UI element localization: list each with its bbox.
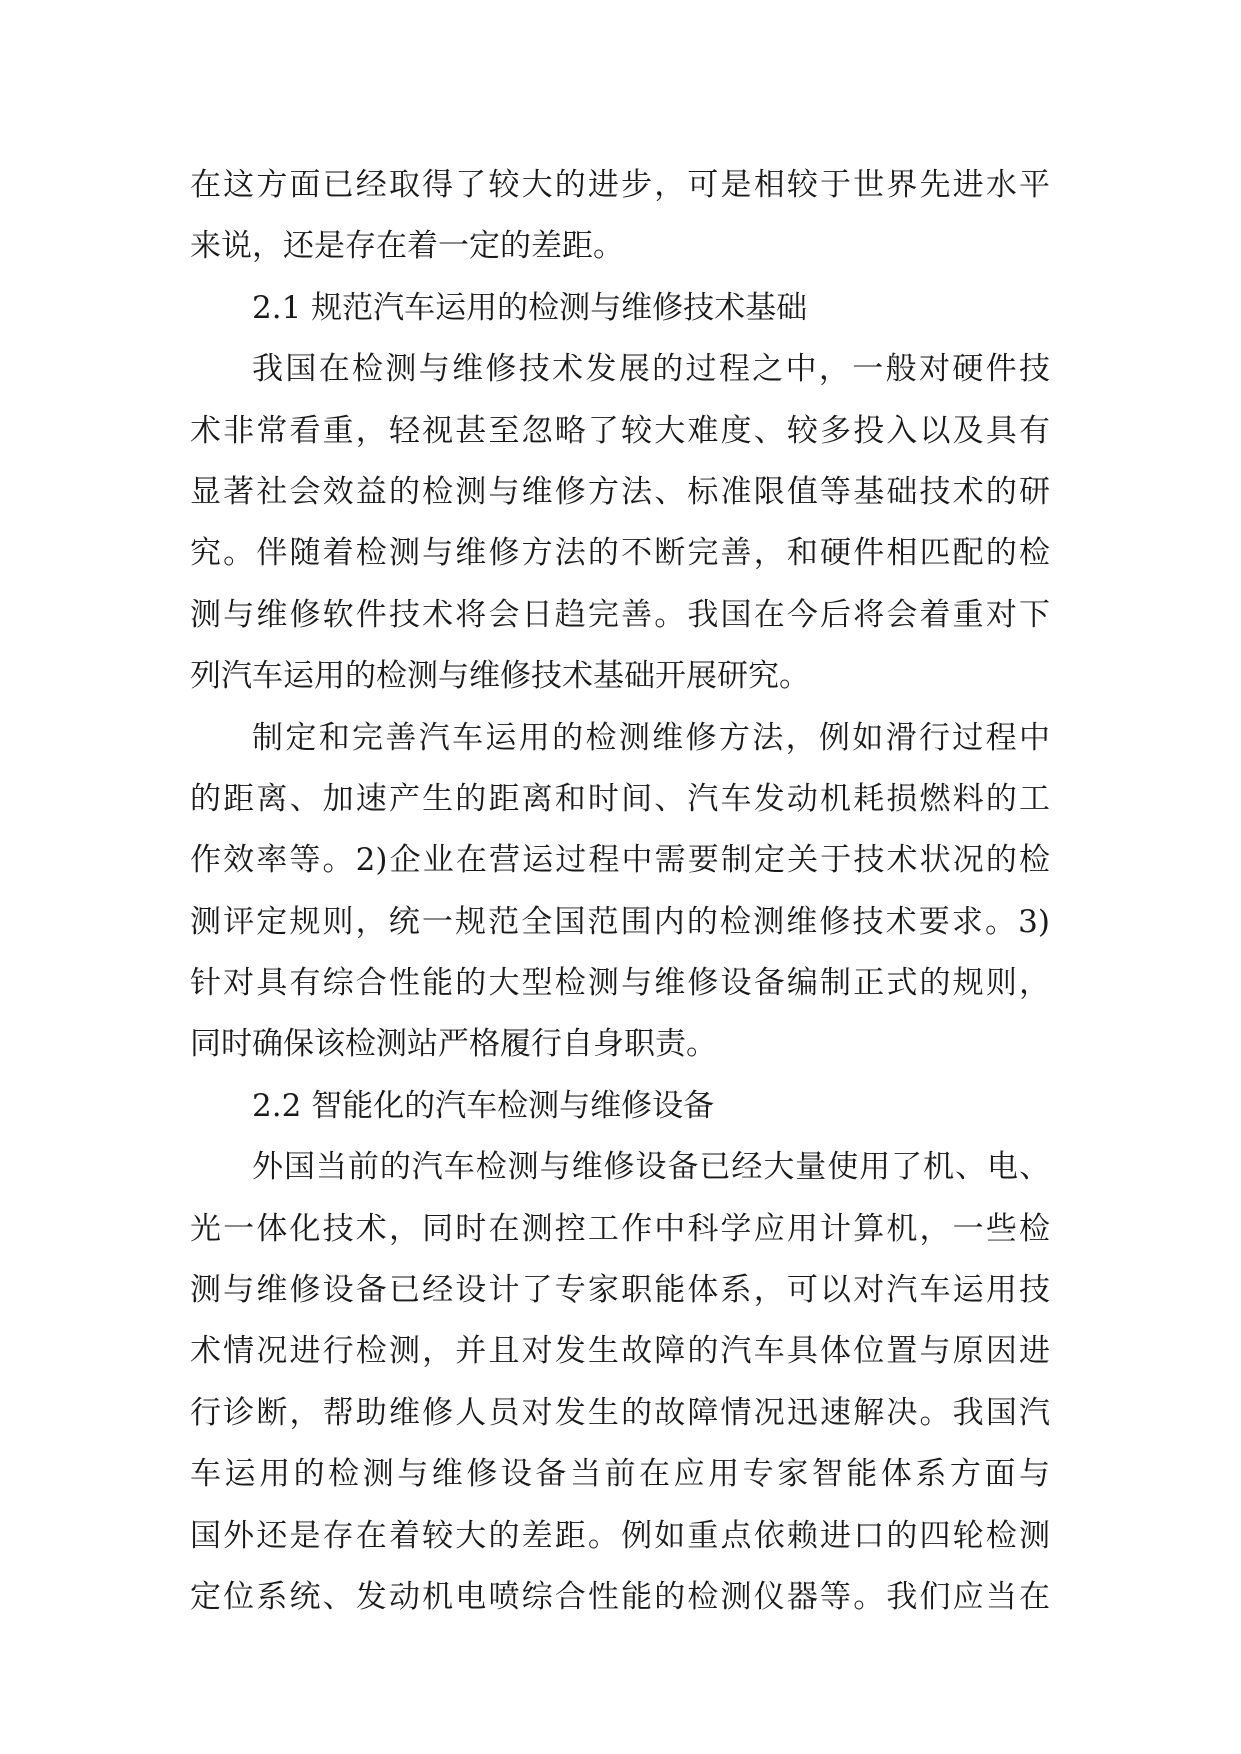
text-line: 定位系统、发动机电喷综合性能的检测仪器等。我们应当在	[190, 1578, 1050, 1615]
text-line: 我国在检测与维修技术发展的过程之中，一般对硬件技	[252, 351, 1050, 388]
text-line: 行诊断，帮助维修人员对发生的故障情况迅速解决。我国汽	[190, 1394, 1050, 1431]
text-line: 国外还是存在着较大的差距。例如重点依赖进口的四轮检测	[190, 1517, 1050, 1554]
section-heading: 2.1 规范汽车运用的检测与维修技术基础	[252, 289, 808, 326]
text-line: 究。伴随着检测与维修方法的不断完善，和硬件相匹配的检	[190, 535, 1050, 572]
text-line: 在这方面已经取得了较大的进步，可是相较于世界先进水平	[190, 167, 1050, 203]
text-line: 测评定规则，统一规范全国范围内的检测维修技术要求。3)	[190, 903, 1050, 940]
text-line: 光一体化技术，同时在测控工作中科学应用计算机，一些检	[190, 1210, 1050, 1247]
text-line: 来说，还是存在着一定的差距。	[190, 228, 624, 265]
section-heading: 2.2 智能化的汽车检测与维修设备	[252, 1087, 715, 1124]
text-line: 车运用的检测与维修设备当前在应用专家智能体系方面与	[190, 1456, 1050, 1493]
text-line: 术情况进行检测，并且对发生故障的汽车具体位置与原因进	[190, 1333, 1050, 1370]
text-line: 同时确保该检测站严格履行自身职责。	[190, 1026, 717, 1063]
text-line: 制定和完善汽车运用的检测维修方法，例如滑行过程中	[252, 719, 1050, 756]
text-line: 列汽车运用的检测与维修技术基础开展研究。	[190, 658, 810, 695]
text-line: 的距离、加速产生的距离和时间、汽车发动机耗损燃料的工	[190, 780, 1050, 817]
text-line: 显著社会效益的检测与维修方法、标准限值等基础技术的研	[190, 473, 1050, 510]
text-line: 作效率等。2)企业在营运过程中需要制定关于技术状况的检	[190, 842, 1050, 879]
body-text	[190, 155, 1050, 1628]
text-line: 针对具有综合性能的大型检测与维修设备编制正式的规则，	[190, 965, 1050, 1002]
text-line: 测与维修设备已经设计了专家职能体系，可以对汽车运用技	[190, 1272, 1050, 1309]
text-line: 外国当前的汽车检测与维修设备已经大量使用了机、电、	[252, 1149, 1050, 1186]
text-line: 测与维修软件技术将会日趋完善。我国在今后将会着重对下	[190, 596, 1050, 633]
text-line: 术非常看重，轻视甚至忽略了较大难度、较多投入以及具有	[190, 412, 1050, 449]
